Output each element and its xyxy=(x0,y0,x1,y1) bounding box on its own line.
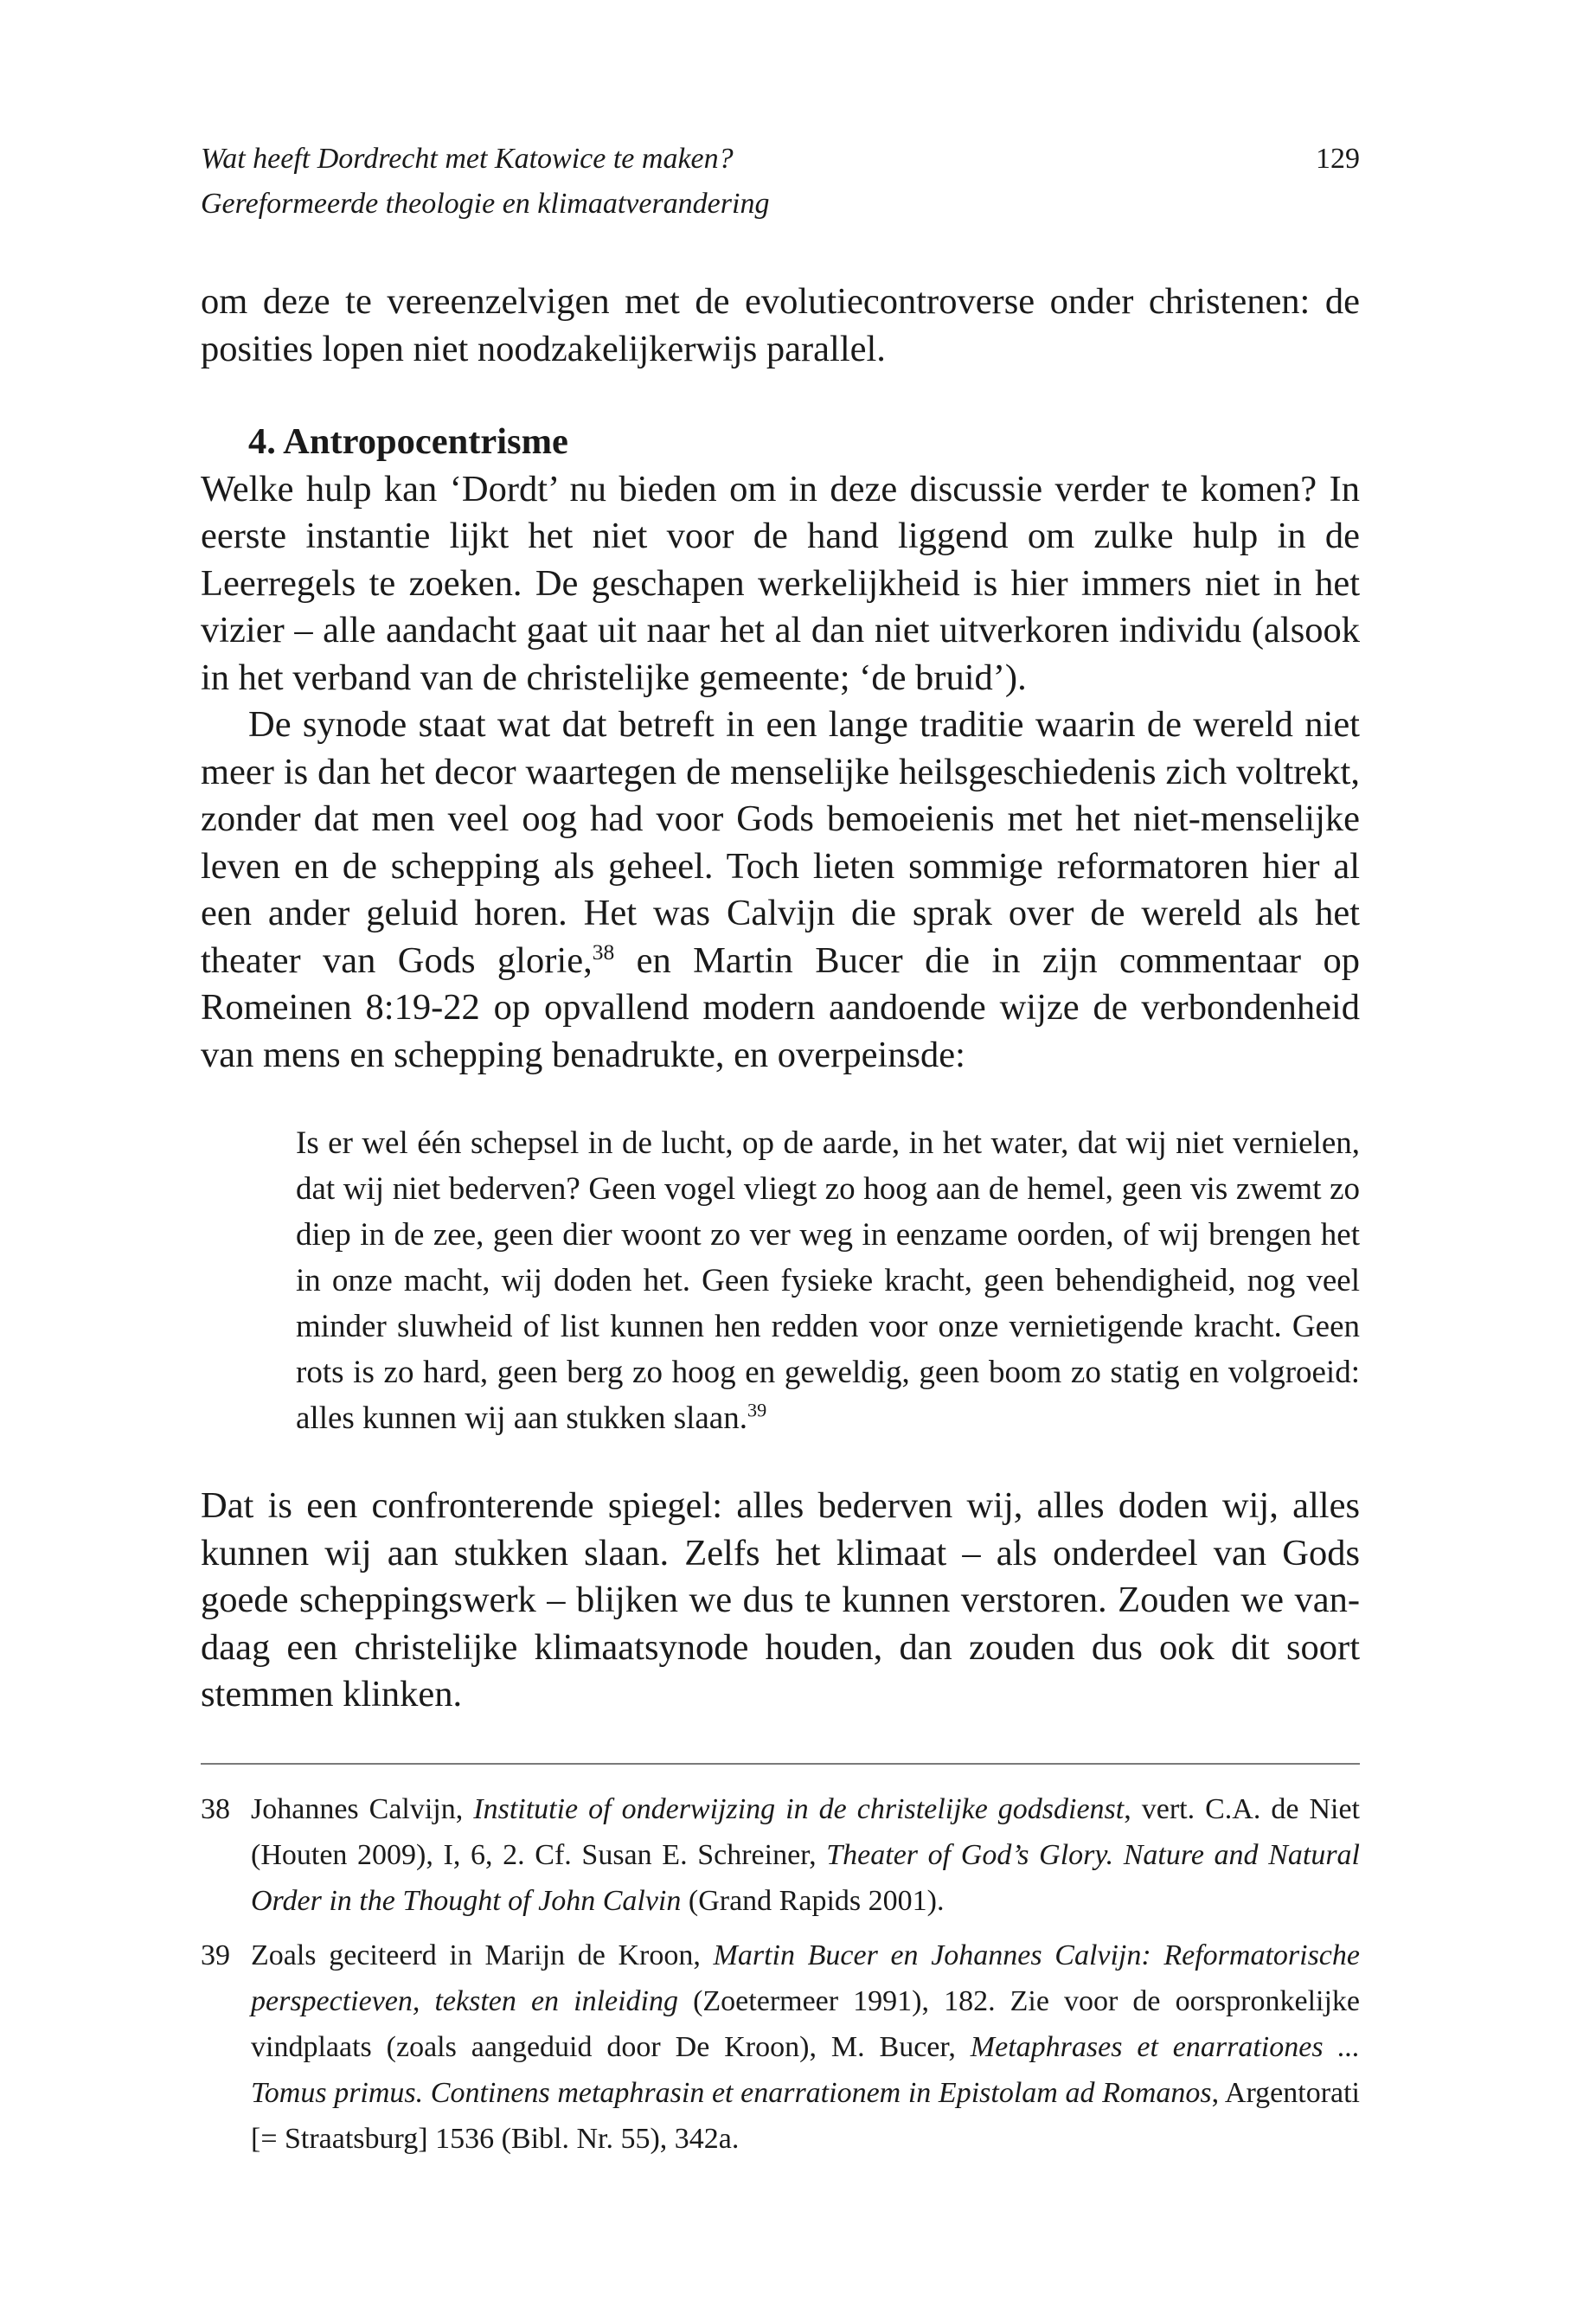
footnote-38 xyxy=(201,1786,1360,1924)
footnote-text-part: (Zoetermeer 1991), 182. Zie voor de oorspronkelijke vindplaats (zoals aangeduid door De Kroon), M. Bucer, xyxy=(251,1985,1361,2063)
body-text xyxy=(201,279,1360,1719)
footnote-number: 39 xyxy=(201,1939,230,1971)
paragraph-2-text-a: De synode staat wat dat betreft in een lange traditie waarin de wereld niet meer is dan het decor waartegen de menselijke heilsgeschiedenis zich voltrekt, zonder dat men veel oog had voor Gods bemoeienis met het niet-menselijke leven en de schepping als geheel. Toch lieten sommige reformatoren hier al een ander geluid horen. Het was Calvijn die sprak over de wereld als het theater van Gods glorie, xyxy=(201,704,1360,981)
footnote-number: 38 xyxy=(201,1793,230,1825)
footnote-ref-39[interactable]: 39 xyxy=(747,1399,767,1421)
paragraph-2-text-b: en Martin Bucer die in zijn commentaar op Romeinen 8:19-22 op opvallend modern aandoende wijze de verbondenheid van mens en schepping benadrukte, en overpeinsde: xyxy=(201,939,1360,1075)
section-heading: 4. Antropocentrisme xyxy=(248,421,568,462)
running-title-line2: Gereformeerde theologie en klimaatverandering xyxy=(201,188,770,220)
paragraph-1: Welke hulp kan ‘Dordt’ nu bieden om in deze discussie verder te komen? In eerste instantie lijkt het niet voor de hand liggend om zulke hulp in de Leerregels te zoeken. De geschapen werkelijkheid is hier immers niet in het vizier – alle aandacht gaat uit naar het al dan niet uitverkoren individu (alsook in het verband van de christelijke gemeente; ‘de bruid’). xyxy=(201,468,1360,698)
paragraph-2 xyxy=(201,702,1360,1079)
continued-paragraph: om deze te vereenzelvigen met de evolutiecontroverse onder christenen: de posities lopen niet noodzakelijkerwijs parallel. xyxy=(201,281,1360,369)
footnote-divider xyxy=(201,1763,1360,1765)
footnote-text-part: , vert. C.A. de Niet (Houten 2009), I, 6, 2. Cf. Susan E. Schreiner, xyxy=(251,1793,1360,1871)
paragraph-3: Dat is een confronterende spiegel: alles bederven wij, alles doden wij, alles kunnen wij aan stukken slaan. Zelfs het klimaat – als onderdeel van Gods goede scheppingswerk – blijken we dus te kunnen verstoren. Zouden we vandaag een christelijke klimaatsynode houden, dan zouden dus ook dit soort stemmen klinken. xyxy=(201,1485,1360,1715)
footnote-text-part: Zoals geciteerd in Marijn de Kroon, xyxy=(251,1939,714,1971)
page-number: 129 xyxy=(1316,143,1360,175)
footnote-text-part: Johannes Calvijn, xyxy=(251,1793,474,1825)
footnote-text-part: , Argentorati [= Straatsburg] 1536 (Bibl. Nr. 55), 342a. xyxy=(251,2077,1361,2155)
running-title-line1: Wat heeft Dordrecht met Katowice te maken? xyxy=(201,143,734,175)
footnote-text xyxy=(251,1932,1360,2162)
footnote-ref-38[interactable]: 38 xyxy=(592,939,615,965)
footnote-title: Metaphrases et enarrationes ... Tomus primus. Continens metaphrasin et enarrationem in Epistolam ad Romanos xyxy=(251,2031,1361,2109)
footnote-39 xyxy=(201,1932,1360,2162)
block-quote-text: Is er wel één schepsel in de lucht, op de aarde, in het water, dat wij niet vernielen, dat wij niet bederven? Geen vogel vliegt zo hoog aan de hemel, geen vis zwemt zo diep in de zee, geen dier woont zo ver weg in eenzame oorden, of wij brengen het in onze macht, wij doden het. Geen fysieke kracht, geen behendigheid, nog veel minder sluwheid of list kunnen hen redden voor onze vernietigende kracht. Geen rots is zo hard, geen berg zo hoog en geweldig, geen boom zo statig en volgroeid: alles kunnen wij aan stukken slaan. xyxy=(296,1125,1360,1436)
block-quote xyxy=(296,1120,1360,1441)
footnote-title: Institutie of onderwijzing in de christelijke godsdienst xyxy=(473,1793,1125,1825)
footnotes xyxy=(201,1786,1360,2170)
footnote-title: Theater of God’s Glory. Nature and Natural Order in the Thought of John Calvin xyxy=(251,1839,1361,1917)
footnote-title: Martin Bucer en Johannes Calvijn: Reformatorische perspectieven, teksten en inleiding xyxy=(251,1939,1360,2017)
running-head xyxy=(201,137,1360,227)
footnote-text-part: (Grand Rapids 2001). xyxy=(681,1885,945,1917)
footnote-text xyxy=(251,1786,1360,1924)
